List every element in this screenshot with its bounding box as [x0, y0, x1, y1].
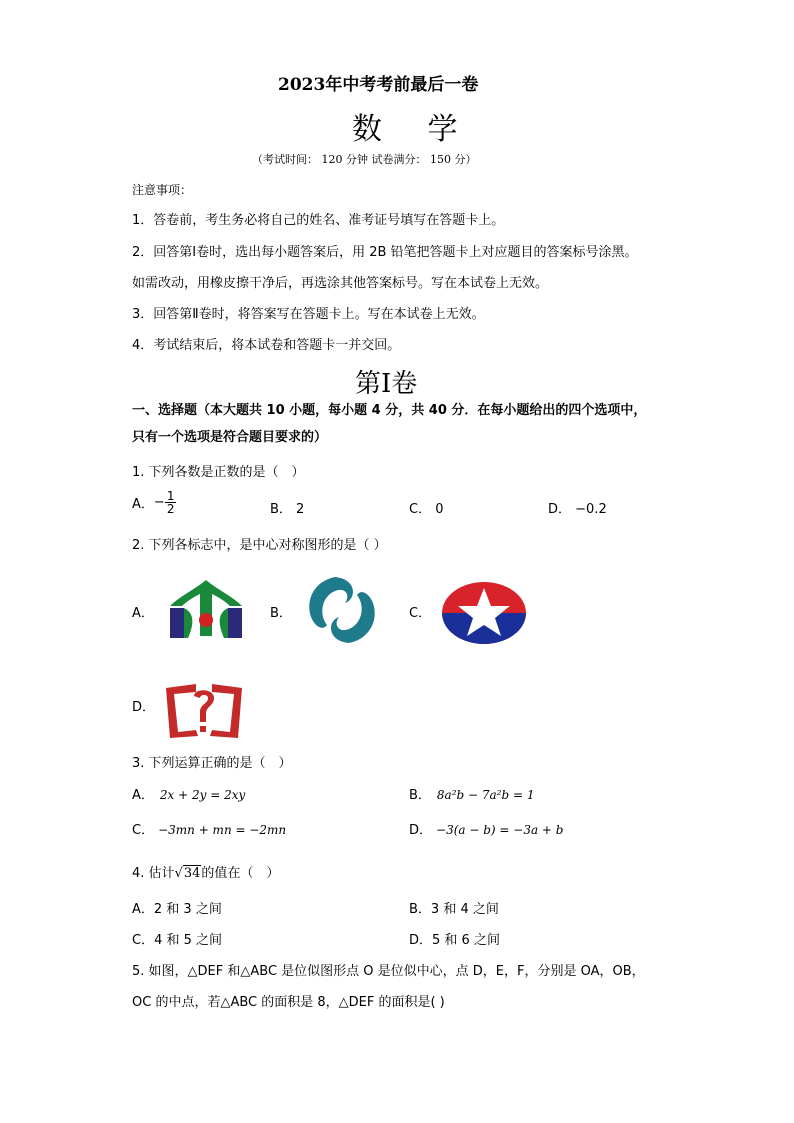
q1-a-fraction — [165, 490, 177, 515]
note-item-1: 1．答卷前，考生务必将自己的姓名、准考证号填写在答题卡上。 — [132, 213, 505, 228]
logo-a-dot — [199, 613, 213, 627]
q2-option-b: B． — [270, 606, 292, 621]
q1-a-den: 2 — [166, 502, 175, 516]
q2-option-c: C． — [409, 606, 432, 621]
q4-option-a: A．2 和 3 之间 — [132, 902, 222, 917]
q1-option-c: C． 0 — [409, 502, 444, 517]
logo-d-question — [194, 690, 214, 722]
part-label: 一、选择题 — [132, 403, 198, 418]
logo-a-left-curve — [184, 608, 192, 638]
subject-title: 数 学 — [352, 112, 476, 147]
q3-c-expr: −3mn + mn = −2mn — [158, 823, 287, 837]
q4-option-b: B．3 和 4 之间 — [409, 902, 499, 917]
logo-d-book-right — [210, 684, 242, 738]
q4-radicand: 34 — [183, 866, 201, 881]
q1-option-a — [132, 490, 176, 515]
q3-b-expr: 8a²b − 7a²b = 1 — [436, 788, 535, 802]
note-item-4: 4．考试结束后，将本试卷和答题卡一并交回。 — [132, 338, 401, 353]
q3-a-label: A． — [132, 788, 154, 803]
q4-sqrt: √34 — [174, 866, 201, 881]
q5-stem-line1: 5. 如图，△DEF 和△ABC 是位似图形点 O 是位似中心，点 D，E，F，分别是 OA，OB， — [132, 964, 645, 979]
q4-stem-pre: 4. 估计 — [132, 866, 175, 881]
q5-stem-line2: OC 的中点，若△ABC 的面积是 8，△DEF 的面积是( ) — [132, 995, 445, 1010]
q4-stem-post: 的值在（ ） — [201, 866, 280, 881]
notes-heading: 注意事项： — [132, 183, 193, 197]
logo-b-lower-swirl — [331, 592, 375, 643]
logo-d-question-dot — [200, 726, 206, 732]
q3-c-label: C． — [132, 823, 155, 838]
q2-stem: 2. 下列各标志中，是中心对称图形的是（ ） — [132, 538, 387, 553]
q1-option-b: B． 2 — [270, 502, 305, 517]
part-heading — [132, 399, 646, 418]
q2-option-d: D． — [132, 700, 156, 715]
logo-b-image — [305, 575, 379, 645]
q4-option-c: C．4 和 5 之间 — [132, 933, 223, 948]
section-title: 第Ⅰ卷 — [355, 369, 418, 399]
note-item-3: 3．回答第Ⅱ卷时，将答案写在答题卡上。写在本试卷上无效。 — [132, 307, 485, 322]
q1-a-num: 1 — [166, 489, 175, 503]
logo-a-image — [166, 578, 246, 644]
part-desc-2: 只有一个选项是符合题目要求的） — [132, 430, 328, 445]
note-item-2-cont: 如需改动，用橡皮擦干净后，再选涂其他答案标号。写在本试卷上无效。 — [132, 276, 549, 291]
logo-a-left-block — [170, 608, 184, 638]
q3-option-c — [132, 819, 286, 838]
q3-option-a — [132, 784, 245, 803]
q3-d-label: D． — [409, 823, 433, 838]
q1-stem: 1. 下列各数是正数的是（ ） — [132, 465, 305, 480]
q3-a-expr: 2x + 2y = 2xy — [159, 788, 246, 802]
exam-title: 2023年中考考前最后一卷 — [278, 75, 479, 95]
q3-option-b — [409, 784, 535, 803]
q3-stem: 3. 下列运算正确的是（ ） — [132, 756, 292, 771]
q4-stem — [132, 862, 279, 881]
logo-c-image — [440, 580, 528, 646]
q3-option-d — [409, 819, 563, 838]
logo-d-book — [166, 684, 198, 738]
note-item-2: 2．回答第Ⅰ卷时，选出每小题答案后，用 2B 铅笔把答题卡上对应题目的答案标号涂黑。 — [132, 245, 638, 260]
q3-d-expr: −3(a − b) = −3a + b — [436, 823, 564, 837]
q2-option-a: A． — [132, 606, 154, 621]
q1-option-d: D． −0.2 — [548, 502, 607, 517]
q3-b-label: B． — [409, 788, 431, 803]
q4-option-d: D．5 和 6 之间 — [409, 933, 500, 948]
logo-d-image — [162, 680, 246, 740]
logo-a-right-block — [228, 608, 242, 638]
logo-b-upper-swirl — [309, 577, 353, 628]
q1-a-label: A． — [132, 497, 154, 512]
part-desc: （本大题共 10 小题，每小题 4 分，共 40 分．在每小题给出的四个选项中， — [197, 403, 647, 418]
q1-a-sign: − — [153, 495, 165, 510]
exam-info: （考试时间： 120 分钟 试卷满分： 150 分） — [252, 153, 477, 166]
logo-a-right-curve — [220, 608, 228, 638]
